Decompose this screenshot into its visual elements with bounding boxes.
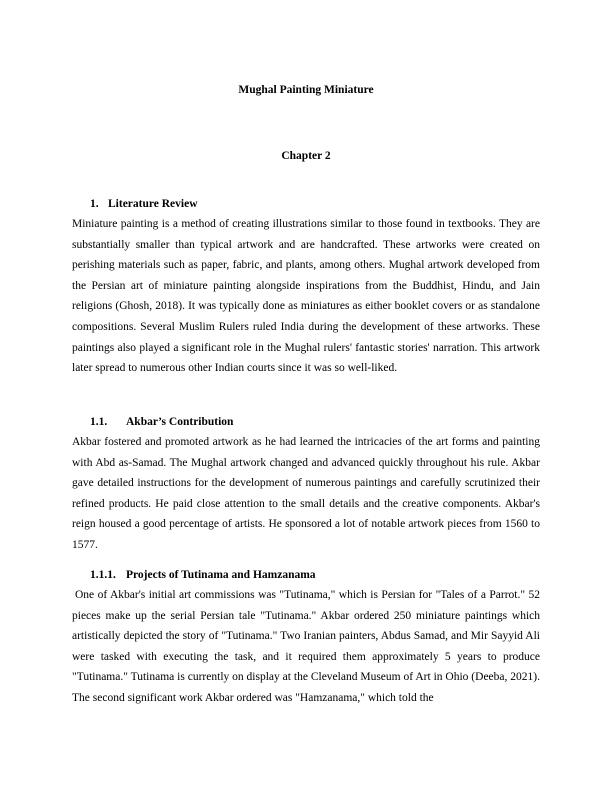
section-heading-literature-review — [90, 198, 198, 210]
section-number: 1.1. — [90, 416, 108, 428]
section-title: Projects of Tutinama and Hamzanama — [126, 569, 316, 581]
section-heading-tutinama-hamzanama — [90, 569, 316, 581]
section-number: 1.1.1. — [90, 569, 116, 581]
section-title: Akbar’s Contribution — [126, 416, 234, 428]
document-title: Mughal Painting Miniature — [238, 84, 374, 96]
section-title: Literature Review — [108, 198, 198, 210]
section-heading-akbars-contribution — [90, 416, 233, 428]
paragraph-literature-review: Miniature painting is a method of creating illustrations similar to those found in textbooks. They are substantially smaller than typical artwork and are handcrafted. These artworks were created on perishing materials such as paper, fabric, and plants, among others. Mughal artwork developed from the Persian art of miniature painting alongside inspirations from the Buddhist, Hindu, and Jain religions (Ghosh, 2018). It was typically done as miniatures as either booklet covers or as standalone compositions. Several Muslim Rulers ruled India during the development of these artworks. These paintings also played a significant role in the Mughal rulers' fantastic stories' narration. This artwork later spread to numerous other Indian courts since it was so well-liked. — [72, 218, 540, 375]
chapter-heading: Chapter 2 — [281, 150, 331, 162]
paragraph-tutinama-hamzanama: One of Akbar's initial art commissions was "Tutinama," which is Persian for "Tales of a Parrot." 52 pieces make up the serial Persian tale "Tutinama." Akbar ordered 250 miniature paintings which artistically depicted the story of "Tutinama." Two Iranian painters, Abdus Samad, and Mir Sayyid Ali were tasked with executing the task, and it required them approximately 5 years to produce "Tutinama." Tutinama is currently on display at the Cleveland Museum of Art in Ohio (Deeba, 2021). The second significant work Akbar ordered was "Hamzanama," which told the — [72, 589, 540, 704]
paragraph-akbars-contribution: Akbar fostered and promoted artwork as he had learned the intricacies of the art forms and painting with Abd as-Samad. The Mughal artwork changed and advanced quickly throughout his rule. Akbar gave detailed instructions for the development of numerous paintings and carefully scrutinized their refined products. He paid close attention to the small details and the creative components. Akbar's reign housed a good percentage of artists. He sponsored a lot of notable artwork pieces from 1560 to 1577. — [72, 436, 540, 551]
section-number: 1. — [90, 198, 99, 210]
